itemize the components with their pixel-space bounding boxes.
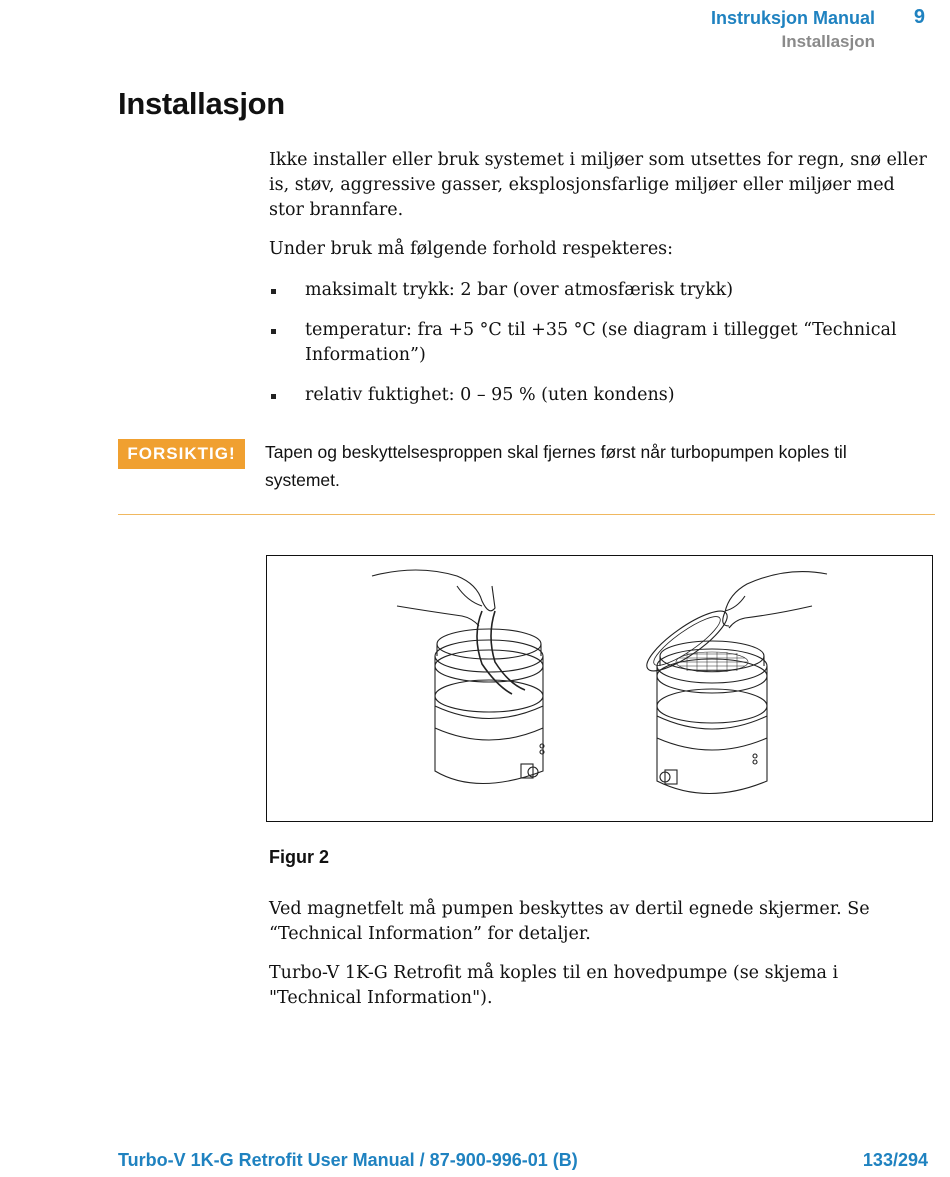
footer-document: Turbo-V 1K-G Retrofit User Manual / 87-900-996-01 (B) (118, 1150, 578, 1170)
chapter-number: 9 (913, 6, 925, 28)
pump-with-protective-cap-illustration (640, 572, 827, 794)
intro-paragraph: Ikke installer eller bruk systemet i miljøer som utsettes for regn, snø eller is, støv, aggressive gasser, eksplosjonsfarlige miljøer eller miljøer med stor brannfare. (269, 150, 927, 220)
header-title: Instruksjon Manual (710, 8, 875, 28)
list-item: maksimalt trykk: 2 bar (over atmosfærisk trykk) (269, 278, 929, 303)
conditions-list (269, 278, 929, 408)
conditions-intro: Under bruk må følgende forhold respekteres: (269, 239, 674, 259)
header-subtitle: Installasjon (781, 32, 875, 51)
caution-badge: FORSIKTIG! (118, 439, 245, 469)
magnet-paragraph: Ved magnetfelt må pumpen beskyttes av dertil egnede skjermer. Se “Technical Information” for detaljer. (269, 899, 870, 944)
connection-paragraph: Turbo-V 1K-G Retrofit må koples til en hovedpumpe (se skjema i "Technical Information"). (269, 963, 839, 1008)
footer-page-number: 133/294 (862, 1150, 928, 1170)
list-item: temperatur: fra +5 °C til +35 °C (se diagram i tillegget “Technical Information”) (269, 318, 929, 368)
divider (118, 514, 935, 515)
figure-caption: Figur 2 (269, 847, 330, 867)
pump-with-tape-illustration (372, 570, 544, 784)
figure-illustration (266, 555, 933, 822)
list-item: relativ fuktighet: 0 – 95 % (uten kondens) (269, 383, 929, 408)
page-title: Installasjon (118, 86, 285, 121)
caution-text: Tapen og beskyttelsesproppen skal fjernes først når turbopumpen koples til systemet. (265, 442, 847, 490)
